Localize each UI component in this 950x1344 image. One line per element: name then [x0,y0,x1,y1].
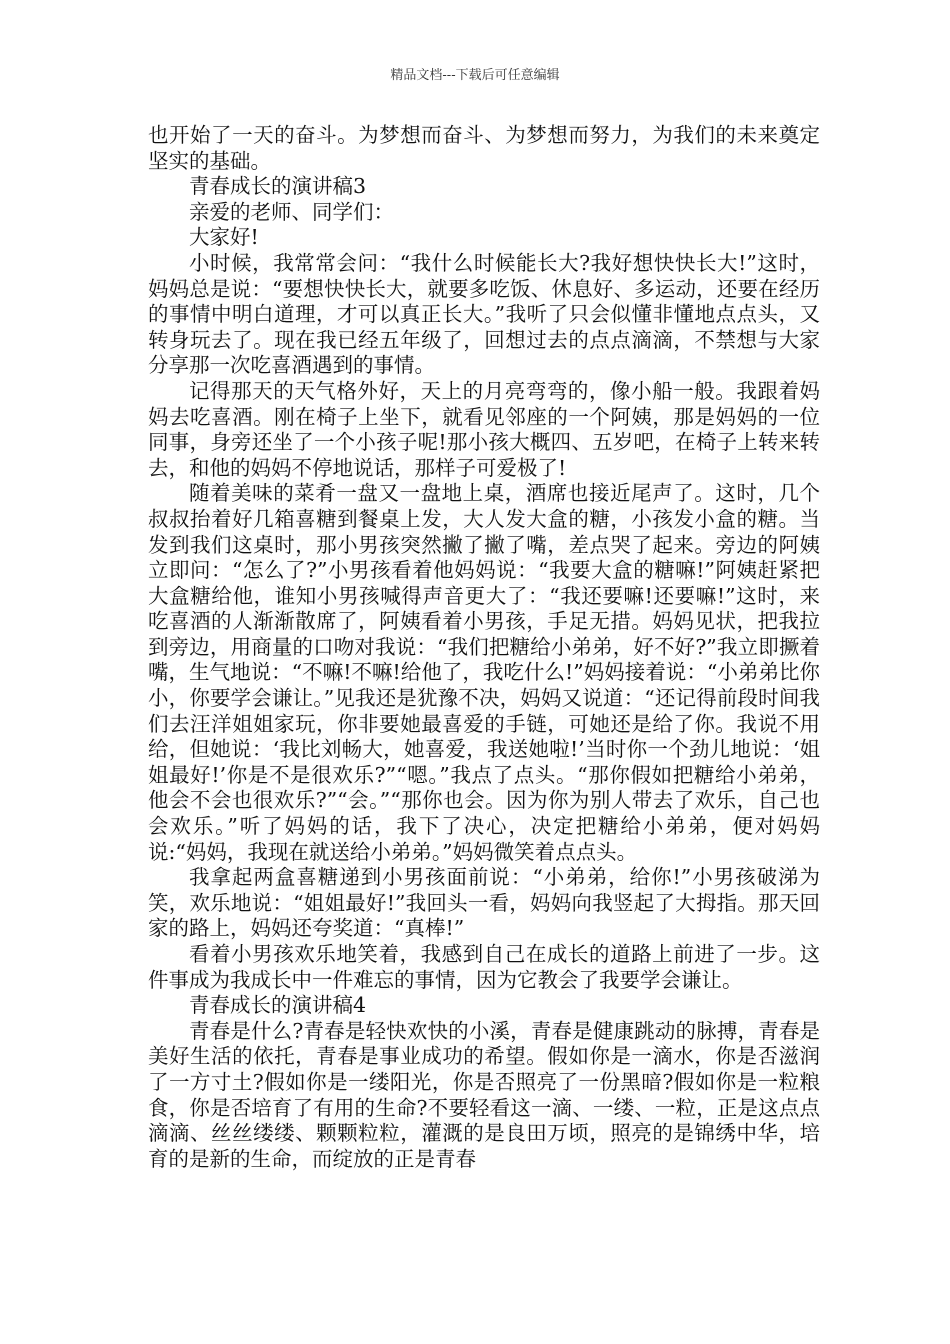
salutation: 亲爱的老师、同学们： [189,199,394,224]
paragraph: 青春是什么?青春是轻快欢快的小溪，青春是健康跳动的脉搏，青春是美好生活的依托，青春是事业成功的希望。假如你是一滴水，你是否滋润了一方寸土?假如你是一缕阳光，你是否照亮了一份黑暗?假如你是一粒粮食，你是否培育了有用的生命?不要轻看这一滴、一缕、一粒，正是这点点滴滴、丝丝缕缕、颗颗粒粒，灌溉的是良田万顷，照亮的是锦绣中华，培育的是新的生命，而绽放的正是青春 [148,1018,820,1171]
paragraph: 随着美味的菜肴一盘又一盘地上桌，酒席也接近尾声了。这时，几个叔叔抬着好几箱喜糖到餐桌上发，大人发大盒的糖，小孩发小盒的糖。当发到我们这桌时，那小男孩突然撇了撇了嘴，差点哭了起来。旁边的阿姨立即问：“怎么了?”小男孩看着他妈妈说：“我要大盒的糖嘛!”阿姨赶紧把大盒糖给他，谁知小男孩喊得声音更大了：“我还要嘛!还要嘛!”这时，来吃喜酒的人渐渐散席了，阿姨看着小男孩，手足无措。妈妈见状，把我拉到旁边，用商量的口吻对我说：“我们把糖给小弟弟，好不好?”我立即撅着嘴，生气地说：“不嘛!不嘛!给他了，我吃什么!”妈妈接着说：“小弟弟比你小，你要学会谦让。”见我还是犹豫不决，妈妈又说道：“还记得前段时间我们去汪洋姐姐家玩，你非要她最喜爱的手链，可她还是给了你。我说不用给，但她说：‘我比刘畅大，她喜爱，我送她啦!’当时你一个劲儿地说：‘姐姐最好!’你是不是很欢乐?”“嗯。”我点了点头。“那你假如把糖给小弟弟，他会不会也很欢乐?”“会。”“那你也会。因为你为别人带去了欢乐，自己也会欢乐。”听了妈妈的话，我下了决心，决定把糖给小弟弟，便对妈妈说:“妈妈，我现在就送给小弟弟。”妈妈微笑着点点头。 [148,481,820,864]
page-header: 精品文档---下载后可任意编辑 [390,68,560,83]
speech-title: 青春成长的演讲稿4 [189,993,367,1018]
paragraph: 也开始了一天的奋斗。为梦想而奋斗、为梦想而努力，为我们的未来奠定坚实的基础。 [148,123,820,173]
paragraph: 记得那天的天气格外好，天上的月亮弯弯的，像小船一般。我跟着妈妈去吃喜酒。刚在椅子上坐下，就看见邻座的一个阿姨，那是妈妈的一位同事，身旁还坐了一个小孩子呢!那小孩大概四、五岁吧，在椅子上转来转去，和他的妈妈不停地说话，那样子可爱极了! [148,378,820,480]
document-body [148,123,820,1172]
paragraph: 我拿起两盒喜糖递到小男孩面前说：“小弟弟，给你!”小男孩破涕为笑，欢乐地说：“姐姐最好!”我回头一看，妈妈向我竖起了大拇指。那天回家的路上，妈妈还夸奖道：“真棒!” [148,865,820,941]
paragraph: 看着小男孩欢乐地笑着，我感到自己在成长的道路上前进了一步。这件事成为我成长中一件难忘的事情，因为它教会了我要学会谦让。 [148,942,820,992]
speech-title: 青春成长的演讲稿3 [189,174,367,199]
greeting: 大家好! [189,225,259,250]
paragraph: 小时候，我常常会问：“我什么时候能长大?我好想快快长大!”这时，妈妈总是说：“要想快快长大，就要多吃饭、休息好、多运动，还要在经历的事情中明白道理，才可以真正长大。”我听了只会似懂非懂地点点头，又转身玩去了。现在我已经五年级了，回想过去的点点滴滴，不禁想与大家分享那一次吃喜酒遇到的事情。 [148,250,820,378]
